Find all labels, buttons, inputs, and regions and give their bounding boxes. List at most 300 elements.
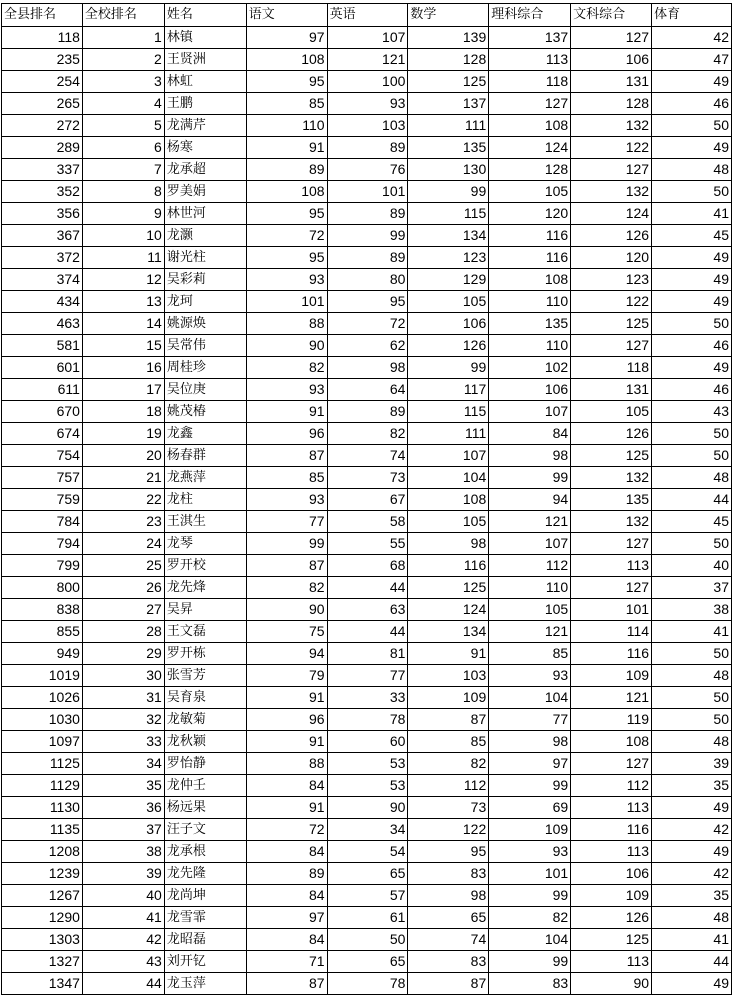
cell-liberal-arts: 118 (571, 357, 652, 379)
cell-school-rank: 42 (82, 929, 164, 951)
cell-name: 吴常伟 (164, 335, 246, 357)
cell-pe: 46 (652, 379, 732, 401)
table-row (2, 841, 732, 863)
table-row (2, 775, 732, 797)
cell-pe: 48 (652, 731, 732, 753)
cell-liberal-arts: 131 (571, 71, 652, 93)
cell-liberal-arts: 132 (571, 467, 652, 489)
cell-name: 龙承根 (164, 841, 246, 863)
cell-science: 97 (489, 753, 571, 775)
table-row (2, 621, 732, 643)
cell-school-rank: 4 (82, 93, 164, 115)
cell-liberal-arts: 126 (571, 225, 652, 247)
cell-name: 龙燕萍 (164, 467, 246, 489)
cell-liberal-arts: 125 (571, 445, 652, 467)
table-row (2, 269, 732, 291)
cell-name: 龙灏 (164, 225, 246, 247)
table-row (2, 313, 732, 335)
cell-school-rank: 32 (82, 709, 164, 731)
cell-county-rank: 670 (2, 401, 83, 423)
cell-english: 89 (327, 401, 408, 423)
cell-county-rank: 289 (2, 137, 83, 159)
table-row (2, 401, 732, 423)
cell-school-rank: 35 (82, 775, 164, 797)
cell-pe: 37 (652, 577, 732, 599)
cell-chinese: 95 (246, 71, 327, 93)
cell-school-rank: 43 (82, 951, 164, 973)
cell-english: 54 (327, 841, 408, 863)
header-cell-liberal-arts: 文科综合 (571, 4, 652, 27)
cell-science: 127 (489, 93, 571, 115)
cell-english: 64 (327, 379, 408, 401)
cell-chinese: 82 (246, 357, 327, 379)
cell-math: 95 (408, 841, 489, 863)
cell-pe: 48 (652, 467, 732, 489)
cell-county-rank: 1327 (2, 951, 83, 973)
cell-name: 龙珂 (164, 291, 246, 313)
cell-chinese: 84 (246, 929, 327, 951)
cell-english: 34 (327, 819, 408, 841)
cell-liberal-arts: 127 (571, 577, 652, 599)
cell-science: 99 (489, 885, 571, 907)
cell-english: 76 (327, 159, 408, 181)
cell-name: 林虹 (164, 71, 246, 93)
cell-science: 85 (489, 643, 571, 665)
score-table (1, 3, 732, 995)
cell-chinese: 95 (246, 203, 327, 225)
cell-science: 99 (489, 467, 571, 489)
cell-math: 98 (408, 885, 489, 907)
cell-name: 龙鑫 (164, 423, 246, 445)
cell-english: 78 (327, 709, 408, 731)
cell-science: 110 (489, 577, 571, 599)
cell-math: 112 (408, 775, 489, 797)
cell-chinese: 72 (246, 225, 327, 247)
cell-liberal-arts: 114 (571, 621, 652, 643)
cell-english: 78 (327, 973, 408, 995)
cell-science: 101 (489, 863, 571, 885)
score-table-body (2, 4, 732, 995)
cell-name: 姚源焕 (164, 313, 246, 335)
cell-school-rank: 27 (82, 599, 164, 621)
cell-math: 87 (408, 709, 489, 731)
cell-chinese: 84 (246, 775, 327, 797)
cell-school-rank: 37 (82, 819, 164, 841)
cell-chinese: 87 (246, 555, 327, 577)
cell-county-rank: 254 (2, 71, 83, 93)
cell-english: 67 (327, 489, 408, 511)
cell-name: 龙玉萍 (164, 973, 246, 995)
table-row (2, 511, 732, 533)
header-cell-math: 数学 (408, 4, 489, 27)
cell-chinese: 91 (246, 797, 327, 819)
table-row (2, 951, 732, 973)
cell-english: 53 (327, 775, 408, 797)
cell-name: 罗美娟 (164, 181, 246, 203)
cell-math: 83 (408, 951, 489, 973)
cell-science: 107 (489, 401, 571, 423)
table-row (2, 753, 732, 775)
cell-school-rank: 3 (82, 71, 164, 93)
cell-english: 44 (327, 621, 408, 643)
cell-liberal-arts: 116 (571, 819, 652, 841)
cell-school-rank: 36 (82, 797, 164, 819)
cell-liberal-arts: 132 (571, 511, 652, 533)
cell-chinese: 75 (246, 621, 327, 643)
table-row (2, 709, 732, 731)
cell-chinese: 72 (246, 819, 327, 841)
cell-liberal-arts: 132 (571, 115, 652, 137)
cell-pe: 44 (652, 489, 732, 511)
cell-chinese: 110 (246, 115, 327, 137)
cell-math: 87 (408, 973, 489, 995)
cell-science: 99 (489, 775, 571, 797)
cell-science: 104 (489, 929, 571, 951)
cell-name: 汪子文 (164, 819, 246, 841)
cell-pe: 49 (652, 797, 732, 819)
cell-school-rank: 13 (82, 291, 164, 313)
header-cell-chinese: 语文 (246, 4, 327, 27)
cell-school-rank: 40 (82, 885, 164, 907)
cell-liberal-arts: 108 (571, 731, 652, 753)
cell-school-rank: 44 (82, 973, 164, 995)
cell-math: 73 (408, 797, 489, 819)
cell-pe: 41 (652, 929, 732, 951)
cell-science: 137 (489, 27, 571, 49)
cell-county-rank: 581 (2, 335, 83, 357)
cell-county-rank: 800 (2, 577, 83, 599)
cell-math: 124 (408, 599, 489, 621)
cell-science: 106 (489, 379, 571, 401)
cell-name: 龙承超 (164, 159, 246, 181)
cell-science: 110 (489, 335, 571, 357)
cell-science: 113 (489, 49, 571, 71)
cell-math: 135 (408, 137, 489, 159)
cell-pe: 50 (652, 643, 732, 665)
cell-school-rank: 30 (82, 665, 164, 687)
table-row (2, 907, 732, 929)
cell-liberal-arts: 121 (571, 687, 652, 709)
cell-science: 82 (489, 907, 571, 929)
cell-liberal-arts: 122 (571, 137, 652, 159)
cell-school-rank: 31 (82, 687, 164, 709)
cell-chinese: 84 (246, 841, 327, 863)
cell-school-rank: 41 (82, 907, 164, 929)
cell-english: 44 (327, 577, 408, 599)
cell-science: 93 (489, 665, 571, 687)
cell-pe: 38 (652, 599, 732, 621)
cell-science: 98 (489, 445, 571, 467)
cell-science: 121 (489, 621, 571, 643)
cell-science: 128 (489, 159, 571, 181)
cell-name: 谢光柱 (164, 247, 246, 269)
cell-math: 130 (408, 159, 489, 181)
cell-science: 118 (489, 71, 571, 93)
cell-chinese: 89 (246, 863, 327, 885)
cell-math: 139 (408, 27, 489, 49)
cell-pe: 46 (652, 93, 732, 115)
cell-name: 龙秋颖 (164, 731, 246, 753)
cell-chinese: 90 (246, 599, 327, 621)
cell-school-rank: 17 (82, 379, 164, 401)
cell-math: 122 (408, 819, 489, 841)
cell-chinese: 94 (246, 643, 327, 665)
cell-liberal-arts: 125 (571, 929, 652, 951)
cell-name: 杨春群 (164, 445, 246, 467)
cell-name: 王贤洲 (164, 49, 246, 71)
cell-science: 102 (489, 357, 571, 379)
cell-chinese: 79 (246, 665, 327, 687)
cell-school-rank: 14 (82, 313, 164, 335)
cell-pe: 48 (652, 159, 732, 181)
table-row (2, 687, 732, 709)
cell-name: 刘开钇 (164, 951, 246, 973)
cell-school-rank: 18 (82, 401, 164, 423)
cell-name: 龙尚坤 (164, 885, 246, 907)
cell-english: 82 (327, 423, 408, 445)
cell-science: 84 (489, 423, 571, 445)
cell-name: 龙柱 (164, 489, 246, 511)
cell-name: 杨寒 (164, 137, 246, 159)
cell-science: 124 (489, 137, 571, 159)
cell-science: 105 (489, 599, 571, 621)
cell-math: 83 (408, 863, 489, 885)
header-cell-pe: 体育 (652, 4, 732, 27)
cell-county-rank: 949 (2, 643, 83, 665)
cell-liberal-arts: 112 (571, 775, 652, 797)
cell-county-rank: 674 (2, 423, 83, 445)
cell-math: 104 (408, 467, 489, 489)
cell-english: 103 (327, 115, 408, 137)
cell-liberal-arts: 113 (571, 841, 652, 863)
cell-chinese: 91 (246, 687, 327, 709)
cell-pe: 42 (652, 27, 732, 49)
cell-county-rank: 118 (2, 27, 83, 49)
cell-name: 吴位庚 (164, 379, 246, 401)
cell-school-rank: 24 (82, 533, 164, 555)
cell-county-rank: 463 (2, 313, 83, 335)
cell-liberal-arts: 127 (571, 27, 652, 49)
cell-chinese: 95 (246, 247, 327, 269)
cell-county-rank: 337 (2, 159, 83, 181)
cell-name: 吴彩莉 (164, 269, 246, 291)
table-row (2, 291, 732, 313)
cell-county-rank: 855 (2, 621, 83, 643)
cell-science: 112 (489, 555, 571, 577)
cell-pe: 50 (652, 445, 732, 467)
cell-chinese: 96 (246, 709, 327, 731)
cell-pe: 45 (652, 225, 732, 247)
cell-english: 100 (327, 71, 408, 93)
cell-science: 135 (489, 313, 571, 335)
cell-pe: 49 (652, 357, 732, 379)
cell-school-rank: 28 (82, 621, 164, 643)
cell-name: 姚茂椿 (164, 401, 246, 423)
cell-school-rank: 10 (82, 225, 164, 247)
cell-county-rank: 1125 (2, 753, 83, 775)
table-row (2, 27, 732, 49)
table-row (2, 137, 732, 159)
cell-county-rank: 799 (2, 555, 83, 577)
cell-math: 103 (408, 665, 489, 687)
table-row (2, 643, 732, 665)
cell-name: 龙昭磊 (164, 929, 246, 951)
cell-county-rank: 1129 (2, 775, 83, 797)
cell-chinese: 91 (246, 731, 327, 753)
table-row (2, 555, 732, 577)
cell-school-rank: 34 (82, 753, 164, 775)
cell-english: 101 (327, 181, 408, 203)
cell-name: 龙仲壬 (164, 775, 246, 797)
cell-chinese: 77 (246, 511, 327, 533)
cell-math: 85 (408, 731, 489, 753)
table-row (2, 489, 732, 511)
cell-pe: 50 (652, 533, 732, 555)
cell-english: 65 (327, 951, 408, 973)
cell-county-rank: 601 (2, 357, 83, 379)
cell-english: 93 (327, 93, 408, 115)
cell-math: 128 (408, 49, 489, 71)
cell-school-rank: 26 (82, 577, 164, 599)
cell-county-rank: 611 (2, 379, 83, 401)
cell-school-rank: 12 (82, 269, 164, 291)
table-row (2, 863, 732, 885)
header-cell-science: 理科综合 (489, 4, 571, 27)
table-row (2, 423, 732, 445)
table-row (2, 819, 732, 841)
cell-county-rank: 754 (2, 445, 83, 467)
table-row (2, 731, 732, 753)
cell-county-rank: 1303 (2, 929, 83, 951)
cell-pe: 49 (652, 291, 732, 313)
cell-chinese: 97 (246, 907, 327, 929)
cell-science: 77 (489, 709, 571, 731)
cell-english: 77 (327, 665, 408, 687)
cell-county-rank: 372 (2, 247, 83, 269)
cell-english: 33 (327, 687, 408, 709)
cell-name: 王淇生 (164, 511, 246, 533)
cell-name: 张雪芳 (164, 665, 246, 687)
cell-math: 134 (408, 225, 489, 247)
table-row (2, 665, 732, 687)
cell-name: 龙先烽 (164, 577, 246, 599)
cell-english: 50 (327, 929, 408, 951)
cell-science: 116 (489, 247, 571, 269)
cell-pe: 35 (652, 775, 732, 797)
cell-science: 94 (489, 489, 571, 511)
cell-chinese: 99 (246, 533, 327, 555)
cell-pe: 50 (652, 687, 732, 709)
cell-county-rank: 352 (2, 181, 83, 203)
cell-county-rank: 356 (2, 203, 83, 225)
cell-pe: 50 (652, 181, 732, 203)
cell-pe: 49 (652, 137, 732, 159)
cell-liberal-arts: 131 (571, 379, 652, 401)
cell-liberal-arts: 127 (571, 335, 652, 357)
cell-school-rank: 25 (82, 555, 164, 577)
cell-county-rank: 1097 (2, 731, 83, 753)
cell-county-rank: 235 (2, 49, 83, 71)
cell-math: 74 (408, 929, 489, 951)
cell-science: 107 (489, 533, 571, 555)
cell-liberal-arts: 109 (571, 665, 652, 687)
cell-school-rank: 23 (82, 511, 164, 533)
cell-liberal-arts: 90 (571, 973, 652, 995)
cell-chinese: 85 (246, 93, 327, 115)
cell-name: 罗开校 (164, 555, 246, 577)
table-row (2, 445, 732, 467)
table-row (2, 49, 732, 71)
cell-liberal-arts: 127 (571, 159, 652, 181)
cell-name: 罗开栋 (164, 643, 246, 665)
cell-name: 王文磊 (164, 621, 246, 643)
cell-english: 81 (327, 643, 408, 665)
cell-liberal-arts: 128 (571, 93, 652, 115)
cell-pe: 48 (652, 907, 732, 929)
header-row (2, 4, 732, 27)
cell-math: 111 (408, 115, 489, 137)
cell-chinese: 97 (246, 27, 327, 49)
cell-school-rank: 16 (82, 357, 164, 379)
cell-english: 53 (327, 753, 408, 775)
cell-county-rank: 757 (2, 467, 83, 489)
cell-school-rank: 19 (82, 423, 164, 445)
cell-chinese: 93 (246, 269, 327, 291)
cell-pe: 41 (652, 203, 732, 225)
cell-science: 109 (489, 819, 571, 841)
cell-chinese: 96 (246, 423, 327, 445)
cell-pe: 35 (652, 885, 732, 907)
cell-math: 117 (408, 379, 489, 401)
cell-chinese: 91 (246, 137, 327, 159)
cell-liberal-arts: 125 (571, 313, 652, 335)
cell-english: 89 (327, 203, 408, 225)
cell-school-rank: 9 (82, 203, 164, 225)
cell-chinese: 89 (246, 159, 327, 181)
cell-liberal-arts: 113 (571, 555, 652, 577)
cell-name: 杨远果 (164, 797, 246, 819)
cell-pe: 46 (652, 335, 732, 357)
cell-pe: 50 (652, 709, 732, 731)
cell-english: 62 (327, 335, 408, 357)
cell-math: 105 (408, 511, 489, 533)
cell-english: 99 (327, 225, 408, 247)
cell-liberal-arts: 113 (571, 797, 652, 819)
cell-liberal-arts: 127 (571, 753, 652, 775)
cell-chinese: 93 (246, 489, 327, 511)
cell-name: 周桂珍 (164, 357, 246, 379)
cell-chinese: 87 (246, 973, 327, 995)
cell-science: 110 (489, 291, 571, 313)
cell-school-rank: 6 (82, 137, 164, 159)
cell-math: 126 (408, 335, 489, 357)
cell-county-rank: 1135 (2, 819, 83, 841)
cell-school-rank: 7 (82, 159, 164, 181)
cell-county-rank: 1347 (2, 973, 83, 995)
cell-chinese: 101 (246, 291, 327, 313)
cell-science: 93 (489, 841, 571, 863)
cell-pe: 50 (652, 115, 732, 137)
table-row (2, 379, 732, 401)
cell-county-rank: 759 (2, 489, 83, 511)
cell-english: 58 (327, 511, 408, 533)
cell-english: 72 (327, 313, 408, 335)
cell-pe: 42 (652, 863, 732, 885)
cell-name: 龙满芹 (164, 115, 246, 137)
cell-english: 73 (327, 467, 408, 489)
table-row (2, 577, 732, 599)
cell-math: 98 (408, 533, 489, 555)
